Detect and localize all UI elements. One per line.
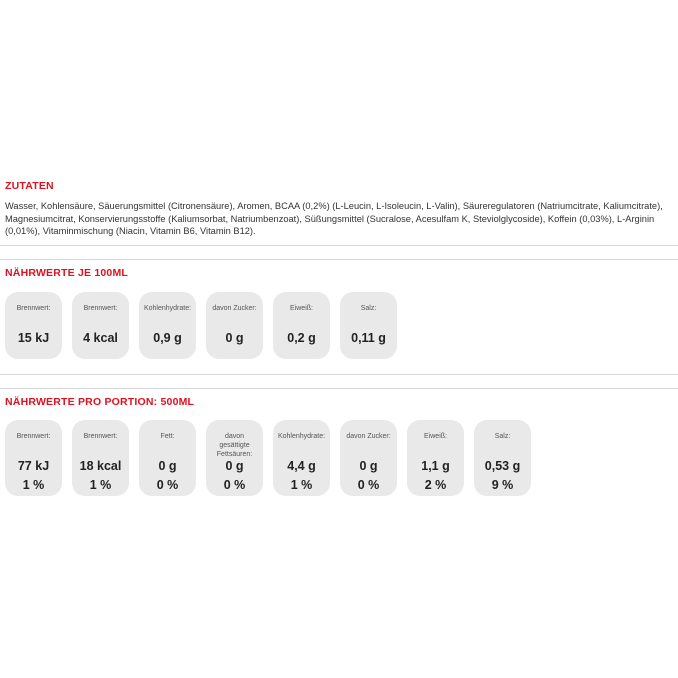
nutrient-label: Brennwert: xyxy=(16,433,51,440)
nutrient-card xyxy=(206,420,263,496)
divider xyxy=(0,388,678,389)
per-portion-heading: NÄHRWERTE PRO PORTION: 500ML xyxy=(5,396,195,408)
nutrient-label: davon Zucker: xyxy=(346,433,391,440)
nutrient-value: 0,9 g xyxy=(153,331,182,345)
nutrient-value: 18 kcal xyxy=(79,459,122,473)
nutrient-card xyxy=(340,420,397,496)
nutrient-label: Salz: xyxy=(360,305,377,312)
nutrient-label: Brennwert: xyxy=(16,305,51,312)
nutrient-card xyxy=(139,292,196,359)
nutrient-percent: 2 % xyxy=(424,478,447,492)
nutrient-label: davon Zucker: xyxy=(212,305,257,312)
divider xyxy=(0,245,678,246)
nutrient-value: 0,11 g xyxy=(351,331,386,345)
nutrient-label: Brennwert: xyxy=(83,305,118,312)
nutrient-card xyxy=(139,420,196,496)
nutrient-value: 77 kJ xyxy=(17,459,50,473)
ingredients-text: Wasser, Kohlensäure, Säuerungsmittel (Citronensäure), Aromen, BCAA (0,2%) (L-Leucin, L-Isoleucin, L-Valin), Säureregulatoren (Natriumcitrate, Kaliumcitrate), Magnesiumcitrat, Konservierungsstoffe (Kaliumsorbat, Natriumbenzoat), Süßungsmittel (Sucralose, Acesulfam K, Steviolglycoside), Koffein (0,03%), L-Arginin (0,01%), Vitaminmischung (Niacin, Vitamin B6, Vitamin B12). xyxy=(5,201,663,236)
nutrient-card xyxy=(340,292,397,359)
nutrient-card xyxy=(5,420,62,496)
divider xyxy=(0,259,678,260)
nutrient-label: Kohlenhydrate: xyxy=(143,305,192,312)
nutrient-value: 0,2 g xyxy=(287,331,316,345)
per-portion-card-row xyxy=(5,420,531,496)
nutrient-label: Salz: xyxy=(494,433,511,440)
nutrient-card xyxy=(273,292,330,359)
nutrient-value: 4,4 g xyxy=(287,459,316,473)
nutrient-label: Eiweiß: xyxy=(424,433,447,440)
nutrient-value: 0,53 g xyxy=(484,459,521,473)
nutrient-percent: 0 % xyxy=(357,478,380,492)
nutrient-percent: 1 % xyxy=(290,478,313,492)
nutrient-value: 0 g xyxy=(225,459,244,473)
nutrient-card xyxy=(5,292,62,359)
nutrient-value: 0 g xyxy=(225,331,244,345)
nutrient-card xyxy=(407,420,464,496)
nutrient-percent: 1 % xyxy=(22,478,45,492)
nutrient-label: Kohlenhydrate: xyxy=(277,433,326,440)
nutrient-card xyxy=(72,292,129,359)
nutrient-percent: 0 % xyxy=(156,478,179,492)
per100-card-row xyxy=(5,292,397,359)
nutrient-card xyxy=(273,420,330,496)
nutrient-label: davon gesättigte Fettsäuren: xyxy=(216,433,253,458)
nutrient-value: 4 kcal xyxy=(83,331,118,345)
nutrient-value: 1,1 g xyxy=(421,459,450,473)
nutrient-label: Brennwert: xyxy=(83,433,118,440)
nutrient-percent: 1 % xyxy=(89,478,112,492)
nutrient-card xyxy=(72,420,129,496)
ingredients-heading: ZUTATEN xyxy=(5,180,54,192)
nutrient-percent: 9 % xyxy=(491,478,514,492)
nutrient-value: 0 g xyxy=(158,459,177,473)
nutrient-value: 0 g xyxy=(359,459,378,473)
divider xyxy=(0,374,678,375)
nutrient-label: Eiweiß: xyxy=(290,305,313,312)
per100-heading: NÄHRWERTE JE 100ML xyxy=(5,267,129,279)
nutrient-label: Fett: xyxy=(160,433,175,440)
nutrient-value: 15 kJ xyxy=(17,331,50,345)
nutrient-percent: 0 % xyxy=(223,478,246,492)
nutrient-card xyxy=(474,420,531,496)
nutrient-card xyxy=(206,292,263,359)
